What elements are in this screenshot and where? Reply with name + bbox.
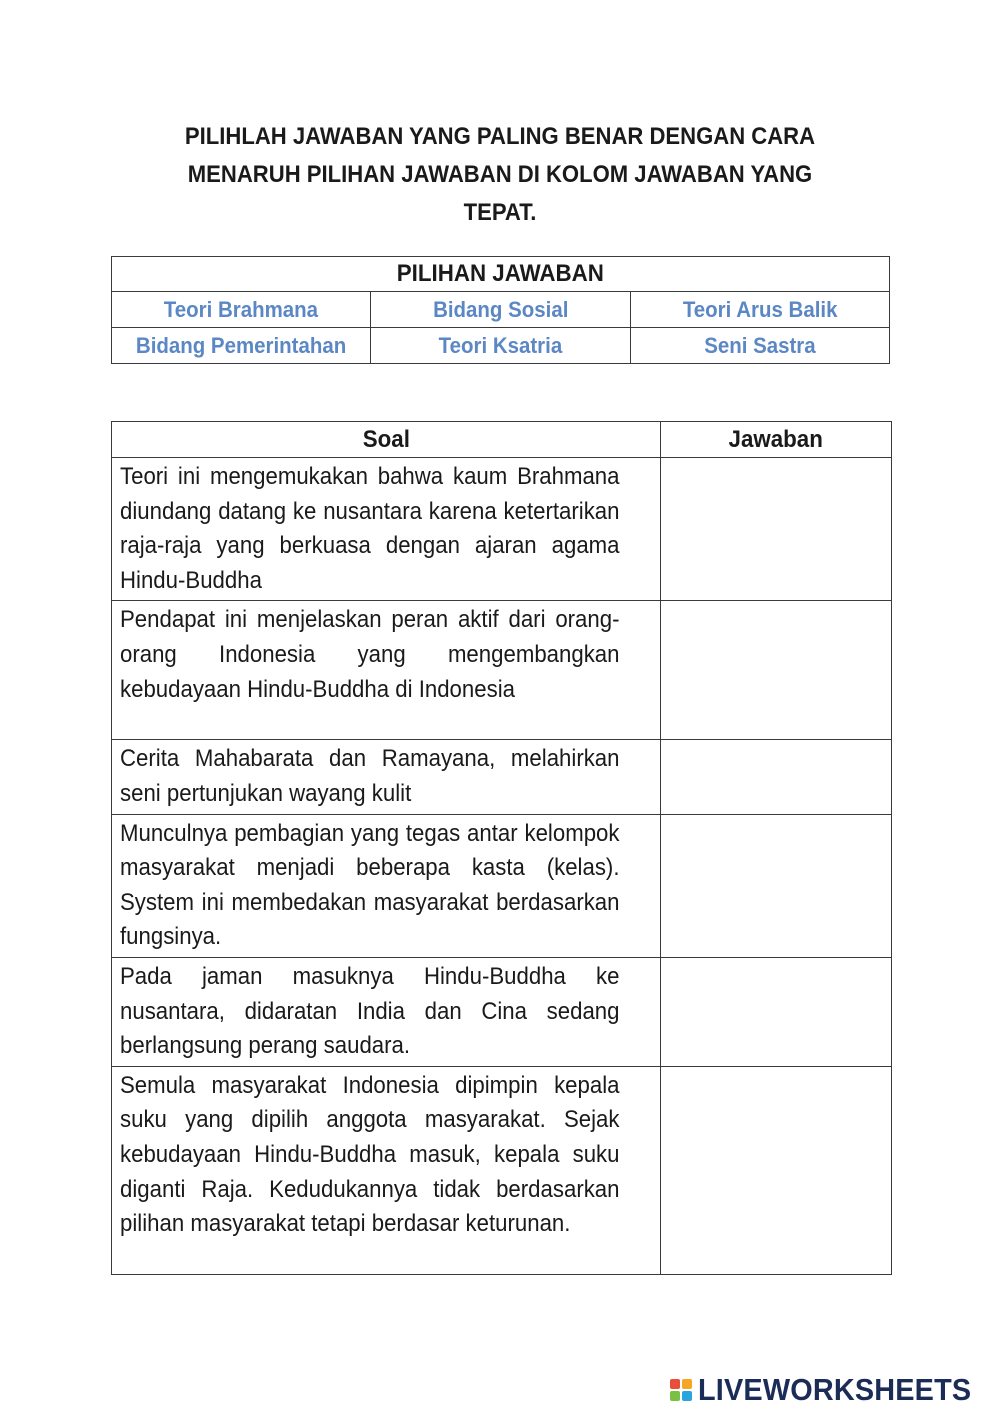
question-cell — [112, 458, 661, 601]
brand-name: LIVEWORKSHEETS — [698, 1372, 972, 1407]
choice-teori-ksatria[interactable]: Teori Ksatria — [371, 328, 630, 364]
answer-column-header: Jawaban — [661, 422, 892, 458]
choice-teori-arus-balik[interactable]: Teori Arus Balik — [630, 292, 889, 328]
answer-slot[interactable] — [661, 458, 891, 488]
question-cell — [112, 1066, 661, 1274]
table-row — [112, 740, 892, 814]
title-line-3: TEPAT. — [463, 199, 537, 226]
choice-seni-sastra[interactable]: Seni Sastra — [630, 328, 889, 364]
liveworksheets-logo-icon — [670, 1379, 692, 1401]
title-line-1: PILIHLAH JAWABAN YANG PALING BENAR DENGAN CARA — [184, 123, 816, 150]
table-row — [112, 601, 892, 740]
logo-square — [670, 1391, 680, 1401]
question-cell — [112, 601, 661, 740]
question-cell — [112, 814, 661, 957]
answer-drop-zone[interactable] — [661, 601, 892, 740]
question-text: Semula masyarakat Indonesia dipimpin kepala suku yang dipilih anggota masyarakat. Sejak kebudayaan Hindu-Buddha masuk, kepala suku diganti Raja. Kedudukannya tidak berdasarkan pilihan masyarakat tetapi berdasar keturunan. — [120, 1071, 620, 1238]
answer-choices-table — [111, 256, 890, 364]
answer-choices-header: PILIHAN JAWABAN — [112, 257, 890, 292]
answer-slot[interactable] — [661, 958, 891, 988]
choice-bidang-pemerintahan[interactable]: Bidang Pemerintahan — [112, 328, 371, 364]
logo-square — [682, 1379, 692, 1389]
question-text: Munculnya pembagian yang tegas antar kelompok masyarakat menjadi beberapa kasta (kelas). System ini membedakan masyarakat berdasarkan fungsinya. — [120, 819, 620, 951]
liveworksheets-brand — [670, 1373, 992, 1407]
answer-slot[interactable] — [661, 1067, 891, 1097]
answer-drop-zone[interactable] — [661, 740, 892, 814]
answer-slot[interactable] — [661, 601, 891, 631]
answer-slot[interactable] — [661, 815, 891, 845]
worksheet-title — [150, 118, 849, 232]
answer-drop-zone[interactable] — [661, 957, 892, 1066]
question-cell — [112, 957, 661, 1066]
table-row — [112, 1066, 892, 1274]
title-line-2: MENARUH PILIHAN JAWABAN DI KOLOM JAWABAN YANG — [187, 161, 813, 188]
question-column-header: Soal — [112, 422, 661, 458]
logo-square — [670, 1379, 680, 1389]
answer-drop-zone[interactable] — [661, 814, 892, 957]
table-row — [112, 458, 892, 601]
question-cell — [112, 740, 661, 814]
logo-square — [682, 1391, 692, 1401]
choice-bidang-sosial[interactable]: Bidang Sosial — [371, 292, 630, 328]
choice-teori-brahmana[interactable]: Teori Brahmana — [112, 292, 371, 328]
question-text: Cerita Mahabarata dan Ramayana, melahirkan seni pertunjukan wayang kulit — [120, 745, 620, 807]
question-text: Pada jaman masuknya Hindu-Buddha ke nusantara, didaratan India dan Cina sedang berlangsung perang saudara. — [120, 962, 620, 1060]
question-text: Teori ini mengemukakan bahwa kaum Brahmana diundang datang ke nusantara karena ketertarikan raja-raja yang berkuasa dengan ajaran agama Hindu-Buddha — [120, 463, 620, 594]
question-answer-table — [111, 421, 892, 1275]
answer-drop-zone[interactable] — [661, 458, 892, 601]
table-row — [112, 814, 892, 957]
question-text: Pendapat ini menjelaskan peran aktif dari orang-orang Indonesia yang mengembangkan kebudayaan Hindu-Buddha di Indonesia — [120, 606, 620, 703]
answer-drop-zone[interactable] — [661, 1066, 892, 1274]
table-row — [112, 957, 892, 1066]
answer-slot[interactable] — [661, 740, 891, 770]
